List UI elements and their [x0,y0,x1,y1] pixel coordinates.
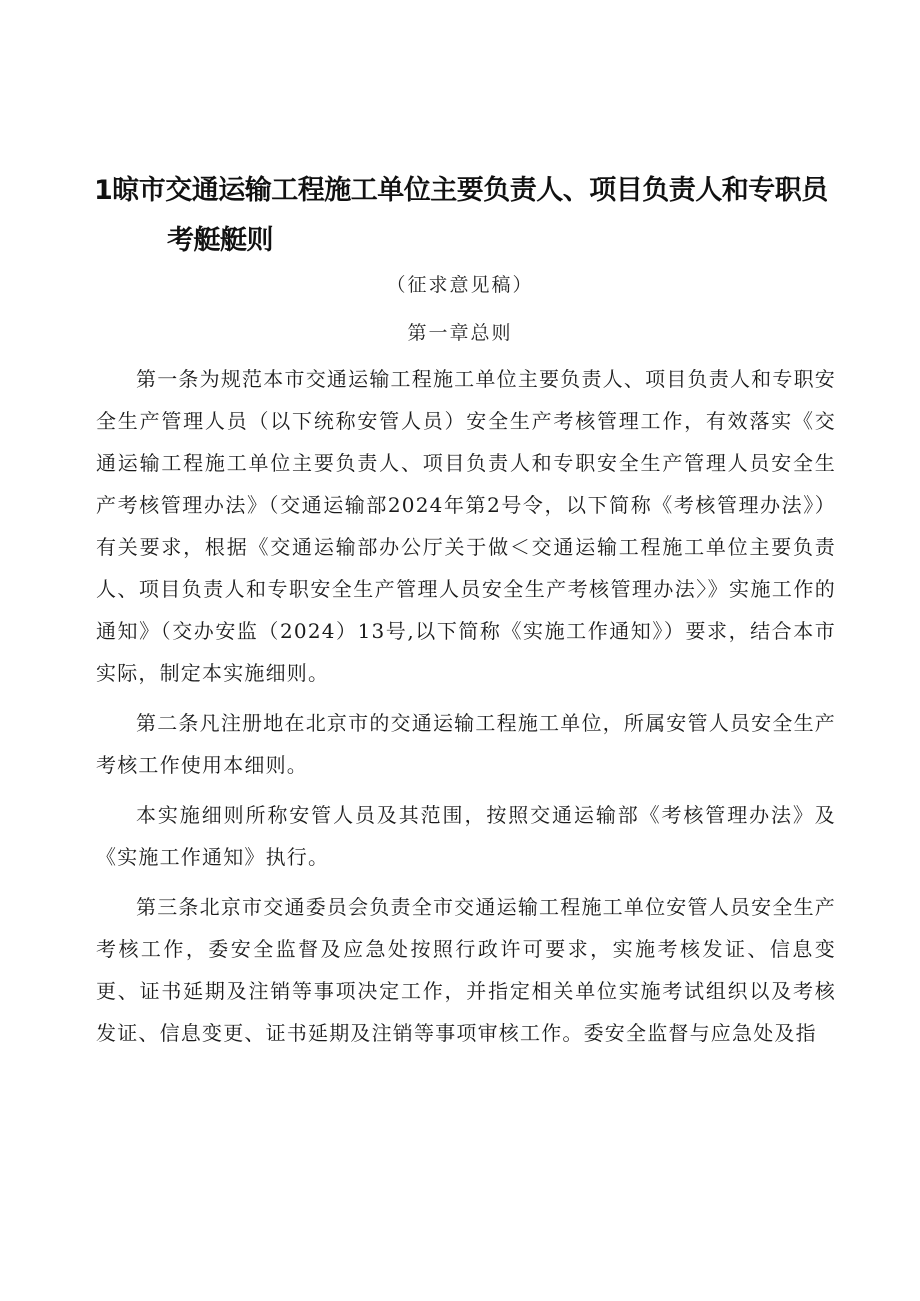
title-line-2: 考艇艇则 [167,225,273,256]
document-subtitle: （征求意见稿） [386,274,534,296]
paragraph-article-1: 第一条为规范本市交通运输工程施工单位主要负责人、项目负责人和专职安全生产管理人员（以下统称安管人员）安全生产考核管理工作，有效落实《交通运输工程施工单位主要负责人、项目负责人和专职安全生产管理人员安全生产考核管理办法》（交通运输部2024年第2号令，以下简称《考核管理办法》）有关要求，根据《交通运输部办公厅关于做＜交通运输工程施工单位主要负责人、项目负责人和专职安全生产管理人员安全生产考核管理办法〉》实施工作的通知》（交办安监（2024）13号,以下简称《实施工作通知》）要求，结合本市实际，制定本实施细则。 [96,367,836,685]
chapter-heading: 第一章总则 [407,322,513,344]
paragraph-article-3: 第三条北京市交通委员会负责全市交通运输工程施工单位安管人员安全生产考核工作，委安全监督及应急处按照行政许可要求，实施考核发证、信息变更、证书延期及注销等事项决定工作，并指定相关单位实施考试组织以及考核发证、信息变更、证书延期及注销等事项审核工作。委安全监督与应急处及指 [96,895,836,1045]
paragraph-scope: 本实施细则所称安管人员及其范围，按照交通运输部《考核管理办法》及《实施工作通知》执行。 [96,803,836,869]
title-line-1: 1晾市交通运输工程施工单位主要负责人、项目负责人和专职员 [94,175,828,206]
paragraph-article-2: 第二条凡注册地在北京市的交通运输工程施工单位，所属安管人员安全生产考核工作使用本细则。 [96,711,836,777]
document-body [96,358,836,1062]
document-title [94,166,854,266]
